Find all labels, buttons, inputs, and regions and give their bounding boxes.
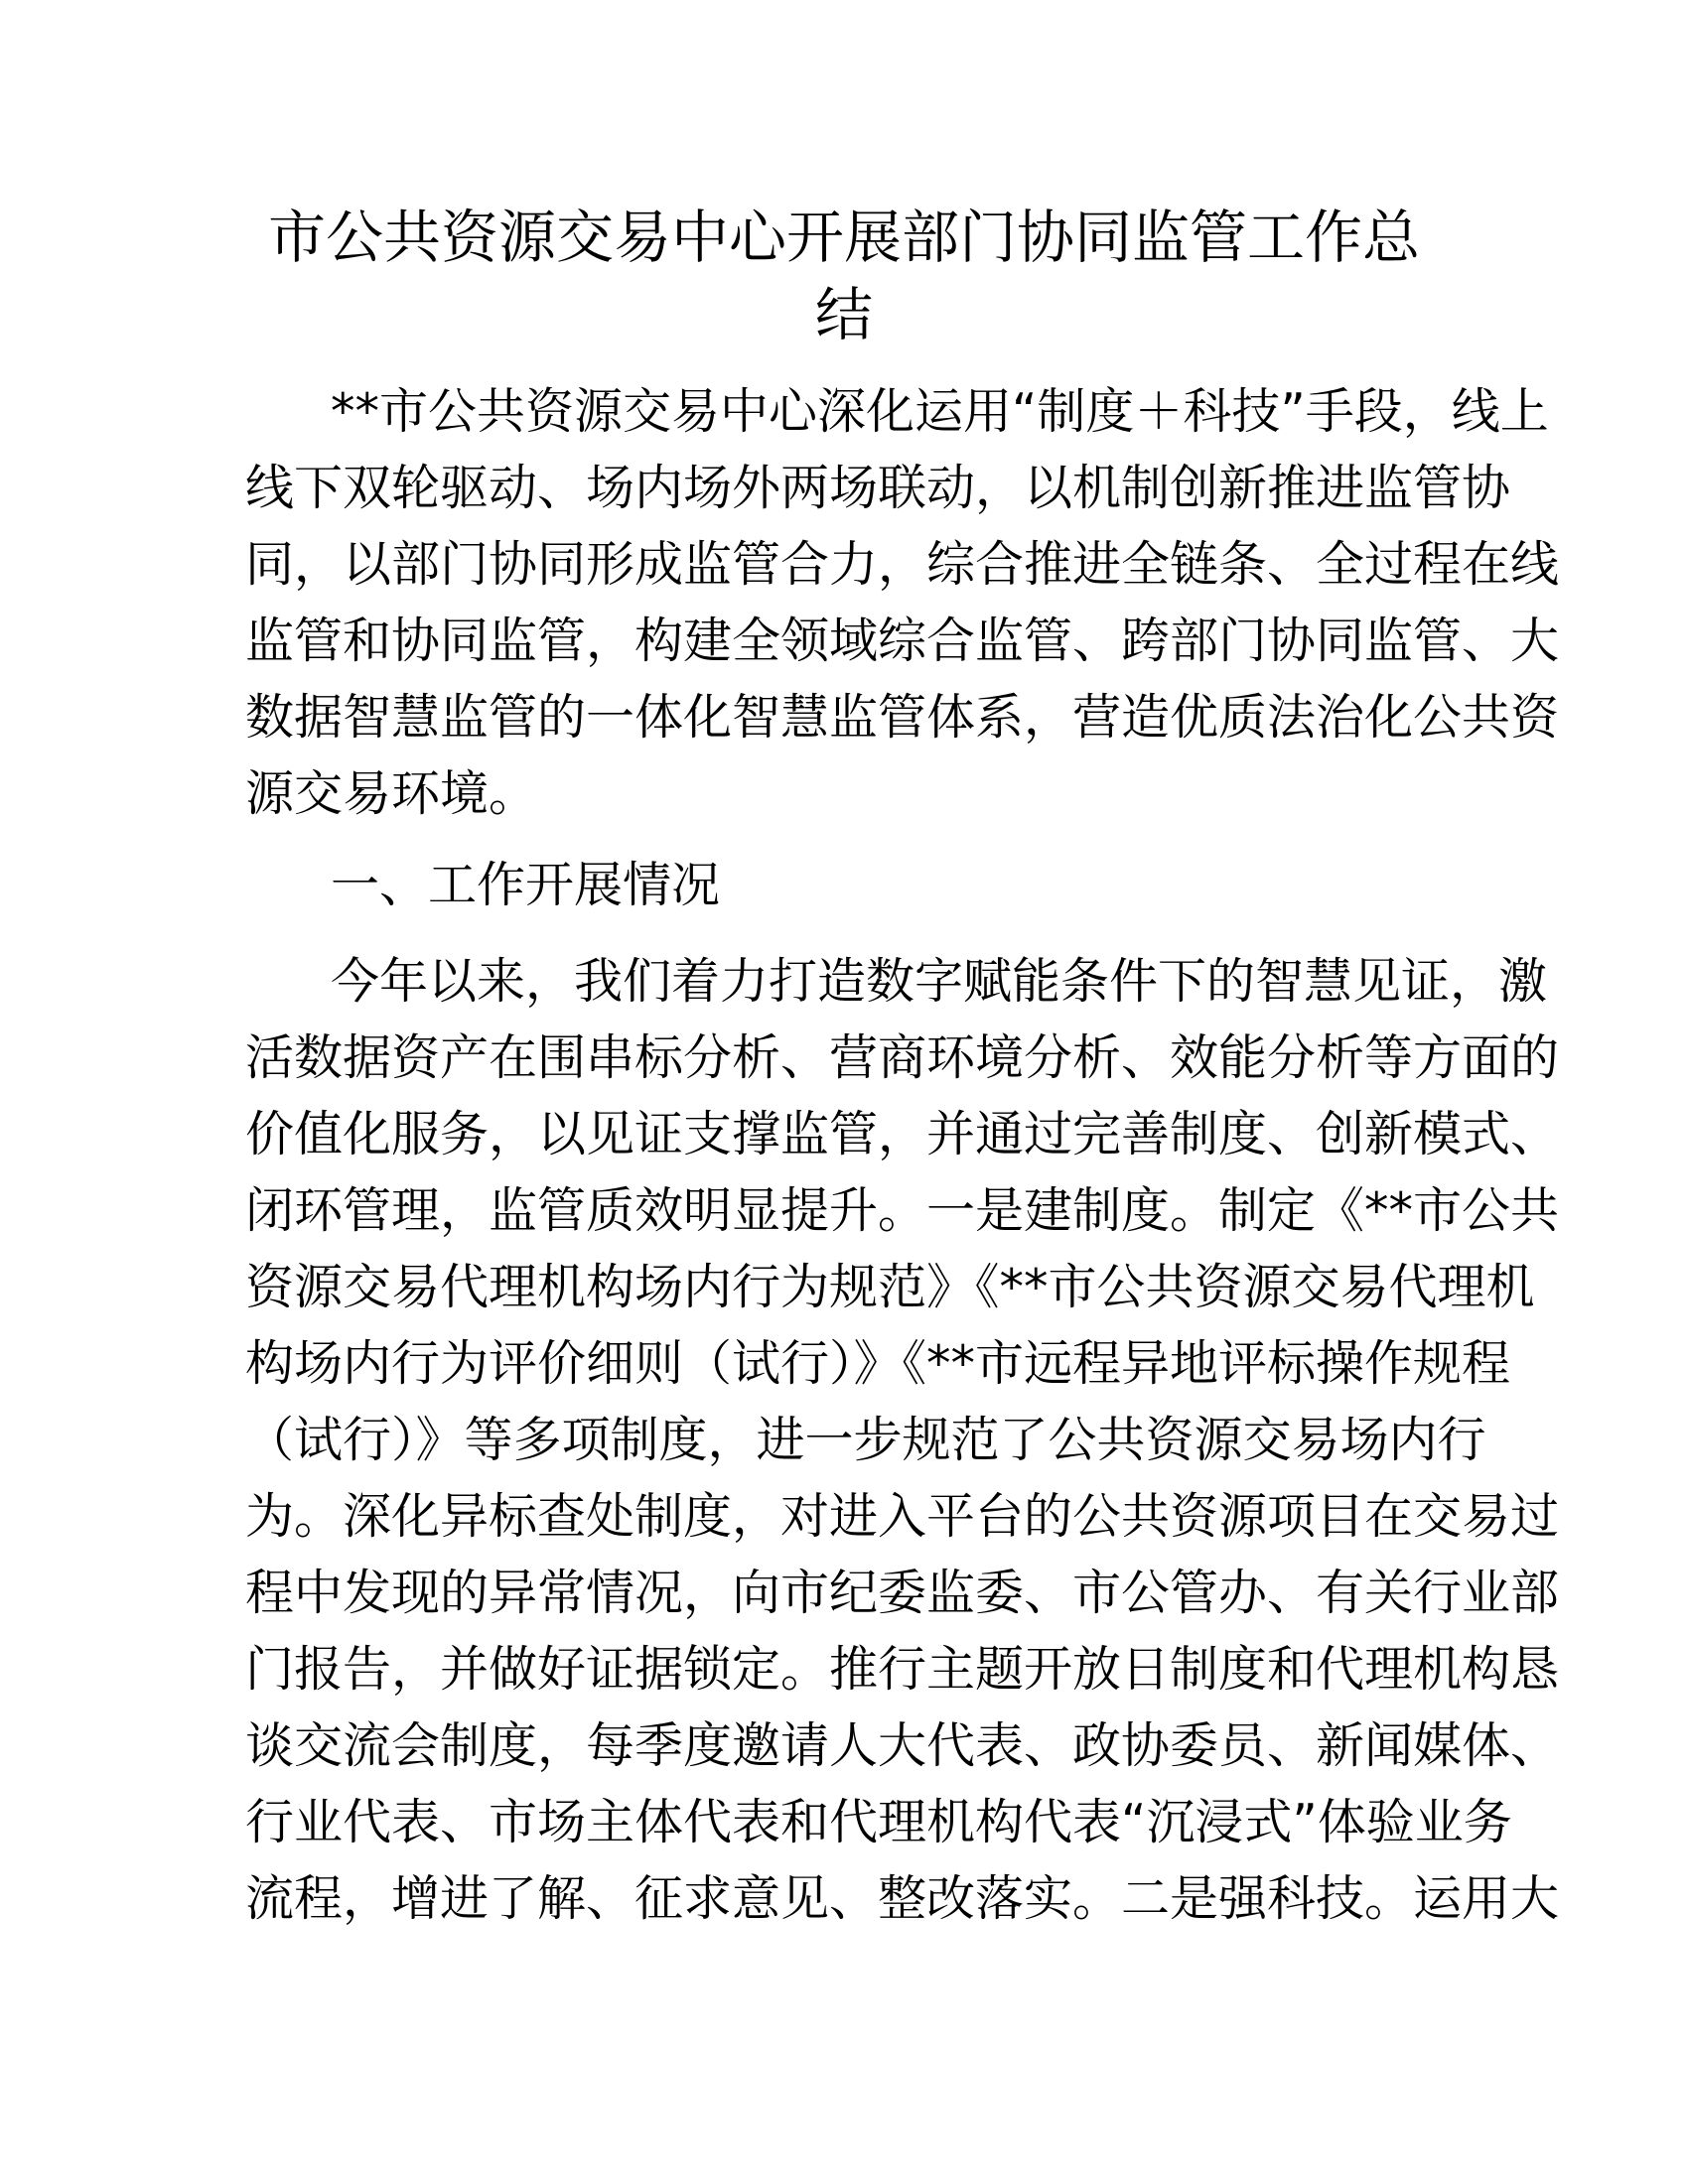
text-line: 资源交易代理机构场内行为规范》《**市公共资源交易代理机 (245, 1259, 1535, 1315)
text-line: 活数据资产在围串标分析、营商环境分析、效能分析等方面的 (245, 1029, 1560, 1086)
text-line: 数据智慧监管的一体化智慧监管体系，营造优质法治化公共资 (245, 689, 1560, 746)
document-title-line-1: 市公共资源交易中心开展部门协同监管工作总 (267, 204, 1420, 271)
text-line: 闭环管理，监管质效明显提升。一是建制度。制定《**市公共 (245, 1182, 1560, 1239)
text-line: 行业代表、市场主体代表和代理机构代表“沉浸式”体验业务 (245, 1794, 1512, 1850)
text-line: 门报告，并做好证据锁定。推行主题开放日制度和代理机构恳 (245, 1641, 1560, 1698)
text-line: 谈交流会制度，每季度邀请人大代表、政协委员、新闻媒体、 (245, 1717, 1560, 1774)
text-line: 流程，增进了解、征求意见、整改落实。二是强科技。运用大 (245, 1870, 1560, 1927)
text-line: （试行）》等多项制度，进一步规范了公共资源交易场内行 (245, 1412, 1486, 1468)
document-title-line-2: 结 (814, 281, 873, 348)
text-line: 监管和协同监管，构建全领域综合监管、跨部门协同监管、大 (245, 613, 1560, 669)
text-line: 线下双轮驱动、场内场外两场联动，以机制创新推进监管协 (245, 460, 1511, 516)
text-line: 价值化服务，以见证支撑监管，并通过完善制度、创新模式、 (245, 1106, 1560, 1162)
text-line: 源交易环境。 (245, 765, 538, 822)
text-line: **市公共资源交易中心深化运用“制度＋科技”手段，线上 (331, 383, 1549, 440)
text-line: 今年以来，我们着力打造数字赋能条件下的智慧见证，激 (331, 953, 1548, 1010)
text-line: 程中发现的异常情况，向市纪委监委、市公管办、有关行业部 (245, 1565, 1560, 1621)
text-line: 同，以部门协同形成监管合力，综合推进全链条、全过程在线 (245, 536, 1560, 593)
text-line: 构场内行为评价细则（试行）》《**市远程异地评标操作规程 (245, 1335, 1511, 1392)
text-line: 为。深化异标查处制度，对进入平台的公共资源项目在交易过 (245, 1488, 1560, 1545)
section-heading: 一、工作开展情况 (331, 857, 721, 913)
